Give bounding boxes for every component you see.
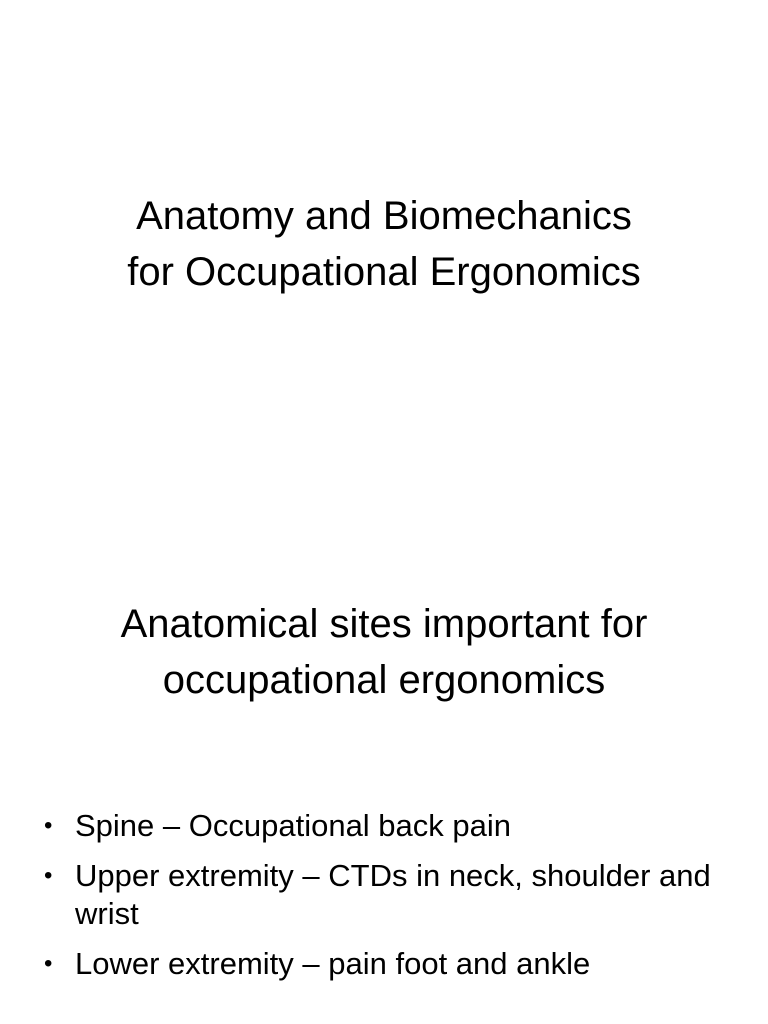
- content-slide: [0, 400, 768, 1024]
- bullet-icon: •: [44, 950, 53, 977]
- bullet-text: Lower extremity – pain foot and ankle: [75, 946, 591, 981]
- heading-line: Anatomical sites important for: [120, 602, 648, 646]
- presentation-title: [0, 188, 768, 300]
- bullet-item-lower-extremity: [44, 945, 734, 983]
- bullet-text: Upper extremity – CTDs in neck, shoulder and wrist: [75, 858, 711, 931]
- title-line: for Occupational Ergonomics: [127, 250, 641, 294]
- heading-line: occupational ergonomics: [162, 658, 606, 702]
- bullet-icon: •: [44, 812, 53, 839]
- slide-heading: [0, 596, 768, 708]
- bullet-text: Spine – Occupational back pain: [75, 808, 512, 843]
- bullet-item-spine: [44, 807, 734, 845]
- bullet-list: [44, 807, 734, 995]
- title-line: Anatomy and Biomechanics: [136, 194, 632, 238]
- bullet-icon: •: [44, 862, 53, 889]
- bullet-item-upper-extremity: [44, 857, 734, 933]
- title-slide: [0, 0, 768, 400]
